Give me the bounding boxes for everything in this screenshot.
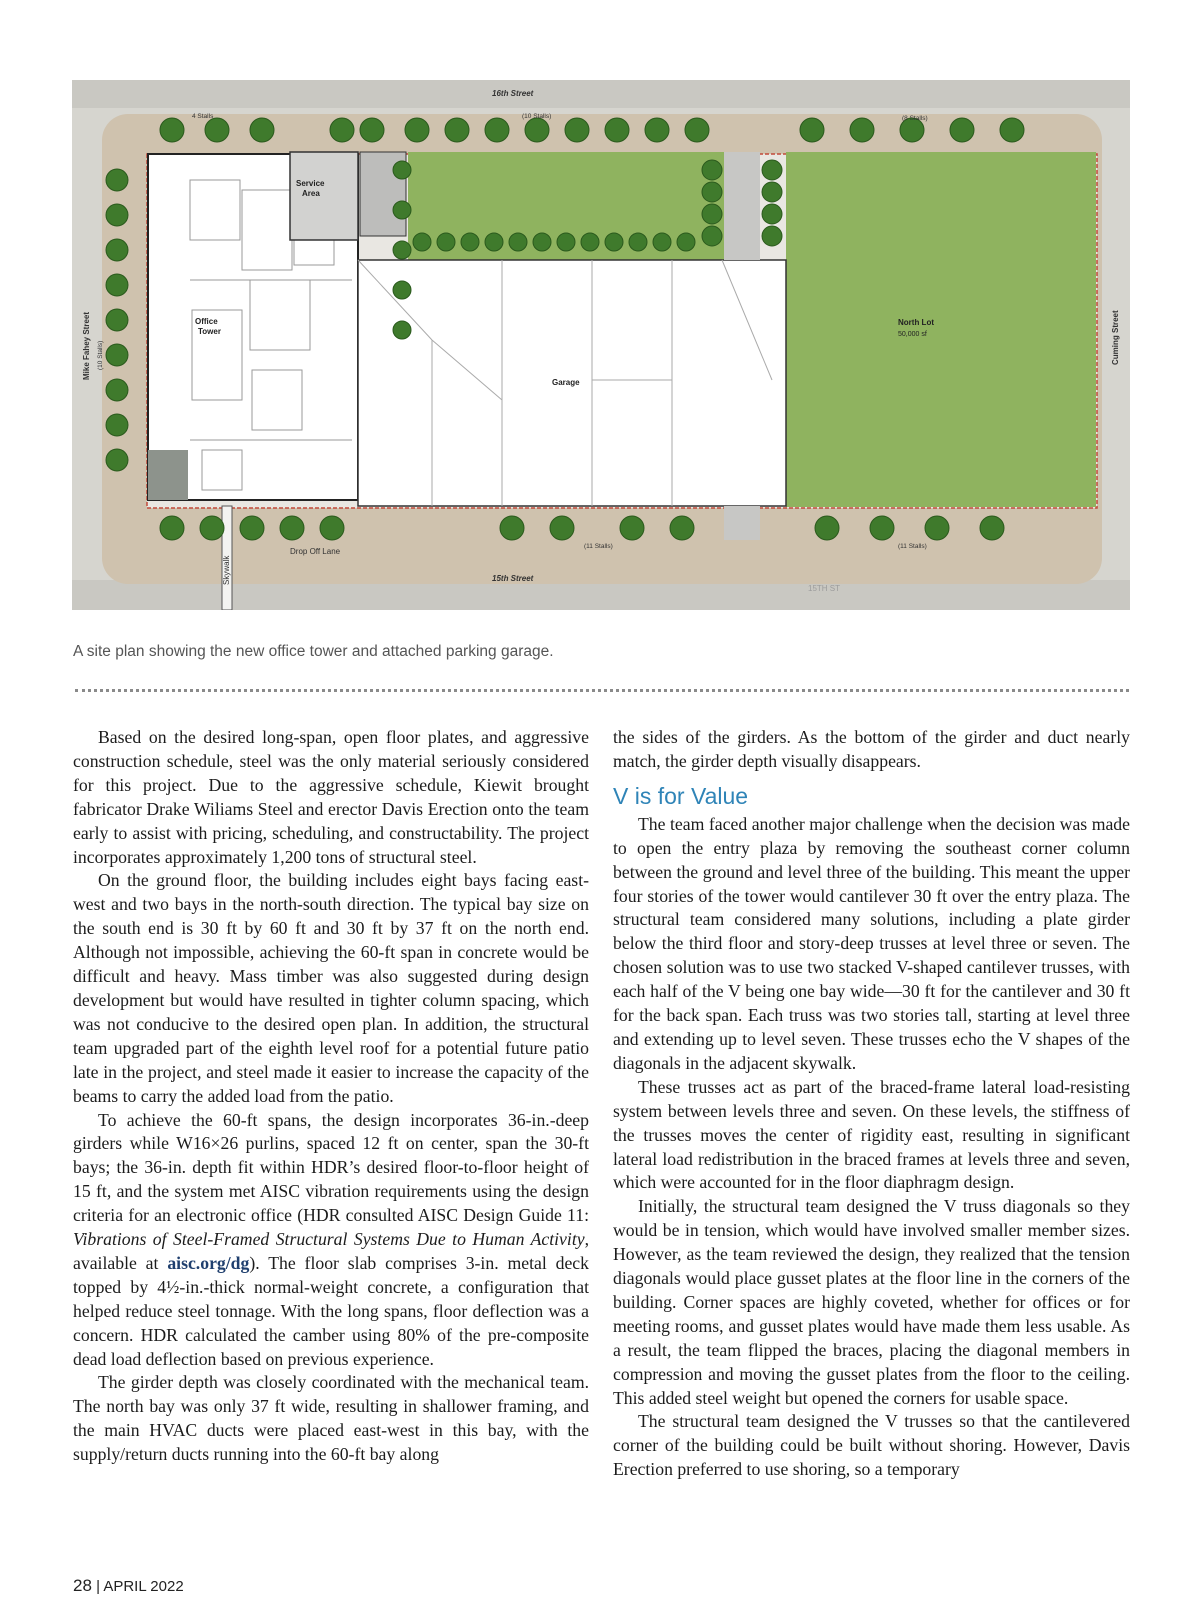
label-east-street: Cuming Street [1111,310,1120,365]
tree-icon [330,118,354,142]
text-column-right [613,726,1130,1482]
north-road [72,80,1130,108]
tree-icon [205,118,229,142]
tree-icon [925,516,949,540]
tree-icon [160,516,184,540]
service-area [290,152,358,240]
tree-icon [500,516,524,540]
label-north-lot: North Lot [898,318,934,327]
paragraph [73,1109,589,1372]
tree-icon [405,118,429,142]
tree-icon [870,516,894,540]
paragraph: Initially, the structural team designed the V truss diagonals so they would be in tension, which would have involved smaller member sizes. However, as the team reviewed the design, they realized that the tension diagonals would place gusset plates at the floor line in the corners of the building. Corner spaces are highly coveted, whether for offices or for meeting rooms, and gusset plates would have made them less usable. As a result, the team flipped the braces, placing the diagonal members in compression and moving the gusset plates from the floor to the ceiling. This added steel weight but opened the corners for usable space. [613,1196,1130,1408]
tree-icon [360,118,384,142]
tree-icon [437,233,455,251]
south-drive-aisle [724,506,760,540]
label-drop-off: Drop Off Lane [290,547,341,556]
label-west-street: Mike Fahey Street [82,311,91,380]
tree-icon [200,516,224,540]
tree-icon [106,274,128,296]
tree-icon [581,233,599,251]
tree-icon [677,233,695,251]
label-service: Service [296,179,325,188]
label-south-street: 15th Street [492,574,534,583]
page-number: 28 [73,1576,92,1595]
tree-icon [702,182,722,202]
tree-icon [413,233,431,251]
tree-icon [762,204,782,224]
tree-icon [106,344,128,366]
tree-icon [393,321,411,339]
tree-icon [106,239,128,261]
dotted-divider [75,689,1129,692]
tree-icon [850,118,874,142]
label-8-stalls: (8 Stalls) [902,115,928,122]
label-11-stalls-a: (11 Stalls) [584,543,613,550]
tree-icon [702,204,722,224]
figure-caption: A site plan showing the new office tower and attached parking garage. [73,643,554,660]
paragraph: The team faced another major challenge when the decision was made to open the entry plaza by removing the southeast corner column between the ground and level three of the building. This meant the upper four stories of the tower would cantilever 30 ft over the entry plaza. The structural team considered many solutions, including a plate girder below the third floor and story-deep trusses at level three or seven. The chosen solution was to use two stacked V-shaped cantilever trusses, with each half of the V being one bay wide—30 ft for the cantilever and 30 ft for the back span. Each truss was two stories tall, starting at level three and extending up to level seven. These trusses echo the V shapes of the diagonals in the adjacent skywalk. [613,813,1130,1073]
label-skywalk: Skywalk [222,555,231,585]
label-area: Area [302,189,320,198]
issue-date: APRIL 2022 [103,1578,184,1595]
tree-icon [565,118,589,142]
paragraph: The girder depth was closely coordinated with the mechanical team. The north bay was only 37 ft wide, resulting in shallower framing, and the main HVAC ducts were placed east-west in this bay, with the supply/return ducts running into the 60-ft bay along [73,1372,589,1465]
aisc-link[interactable]: aisc.org/dg [167,1252,250,1273]
site-plan-drawing [72,80,1130,610]
tree-icon [629,233,647,251]
tree-icon [393,201,411,219]
tree-icon [240,516,264,540]
tree-icon [106,309,128,331]
tree-icon [605,118,629,142]
paragraph: On the ground floor, the building includes eight bays facing east-west and two bays in the north-south direction. The typical bay size on the south end is 30 ft by 60 ft and 30 ft by 37 ft on the north end. Although not impossible, achieving the 60-ft span in concrete would be difficult and heavy. Mass timber was also suggested during design development but would have resulted in tighter column spacing, which was not conducive to the desired open plan. In addition, the structural team upgraded part of the eighth level roof for a potential future patio late in the project, and steel made it easier to increase the capacity of the beams to carry the added load from the patio. [73,870,589,1106]
label-11-stalls-b: (11 Stalls) [898,543,927,550]
tree-icon [762,226,782,246]
label-garage: Garage [552,378,580,387]
tree-icon [762,182,782,202]
folio-separator: | [91,1578,104,1595]
tree-icon [485,118,509,142]
guide-title: Vibrations of Steel-Framed Structural Systems Due to Human Activity [73,1229,585,1250]
tree-icon [320,516,344,540]
label-10-stalls-north: (10 Stalls) [522,113,552,120]
tree-icon [485,233,503,251]
text-column-left [73,726,589,1467]
tree-icon [815,516,839,540]
tree-icon [280,516,304,540]
tree-icon [645,118,669,142]
tree-icon [160,118,184,142]
tree-icon [445,118,469,142]
paragraph: Based on the desired long-span, open floor plates, and aggressive construction schedule, steel was the only material seriously considered for this project. Due to the aggressive schedule, Kiewit brought fabricator Drake Wiliams Steel and erector Davis Erection onto the team early to assist with pricing, scheduling, and constructability. The project incorporates approximately 1,200 tons of structural steel. [73,727,589,867]
tree-icon [106,449,128,471]
tree-icon [550,516,574,540]
label-south-marking: 15TH ST [808,584,841,593]
tree-icon [605,233,623,251]
tree-icon [461,233,479,251]
page-folio [73,1576,184,1596]
label-10-stalls-west: (10 Stalls) [97,340,104,370]
label-tower: Tower [198,327,221,336]
label-north-street: 16th Street [492,89,534,98]
tree-icon [800,118,824,142]
tree-icon [653,233,671,251]
tree-icon [702,160,722,180]
tree-icon [393,281,411,299]
tree-icon [106,169,128,191]
stair-core [148,450,188,500]
tree-icon [393,161,411,179]
tree-icon [533,233,551,251]
tree-icon [685,118,709,142]
tree-icon [106,414,128,436]
tree-icon [980,516,1004,540]
section-heading: V is for Value [613,782,749,809]
site-plan-figure [72,80,1130,610]
paragraph: These trusses act as part of the braced-frame lateral load-resisting system between levels three and seven. On these levels, the stiffness of the trusses moves the center of rigidity east, resulting in significant lateral load redistribution in the braced frames at levels three and seven, which were accounted for in the floor diaphragm design. [613,1076,1130,1193]
tree-icon [1000,118,1024,142]
tree-icon [702,226,722,246]
tree-icon [106,204,128,226]
label-office: Office [195,317,218,326]
north-lot-lawn [786,152,1096,507]
tree-icon [393,241,411,259]
tree-icon [106,379,128,401]
paragraph: The structural team designed the V trusses so that the cantilevered corner of the building could be built without shoring. However, Davis Erection preferred to use shoring, so a temporary [613,1411,1130,1480]
tree-icon [557,233,575,251]
north-drive-aisle [724,152,760,260]
paragraph-text: , available at [73,1229,589,1273]
tree-icon [950,118,974,142]
tree-icon [250,118,274,142]
paragraph-text: ). The floor slab comprises 3-in. metal deck topped by 4½-in.-thick normal-weight concrete, a configuration that helped reduce steel tonnage. With the long spans, floor deflection was a concern. HDR calculated the camber using 80% of the pre-composite dead load deflection based on previous experience. [73,1252,589,1369]
label-north-lot-area: 50,000 sf [898,331,927,338]
tree-icon [762,160,782,180]
tree-icon [620,516,644,540]
paragraph-text: To achieve the 60-ft spans, the design incorporates 36-in.-deep girders while W16×26 purlins, spaced 12 ft on center, span the 30-ft bays; the 36-in. depth fit within HDR’s desired floor-to-floor height of 15 ft, and the system met AISC vibration requirements using the design criteria for an electronic office (HDR consulted AISC Design Guide 11: [73,1109,589,1226]
label-4-stalls: 4 Stalls [192,113,214,120]
tree-icon [525,118,549,142]
paragraph: the sides of the girders. As the bottom of the girder and duct nearly match, the girder depth visually disappears. [613,727,1130,771]
tree-icon [670,516,694,540]
tree-icon [509,233,527,251]
